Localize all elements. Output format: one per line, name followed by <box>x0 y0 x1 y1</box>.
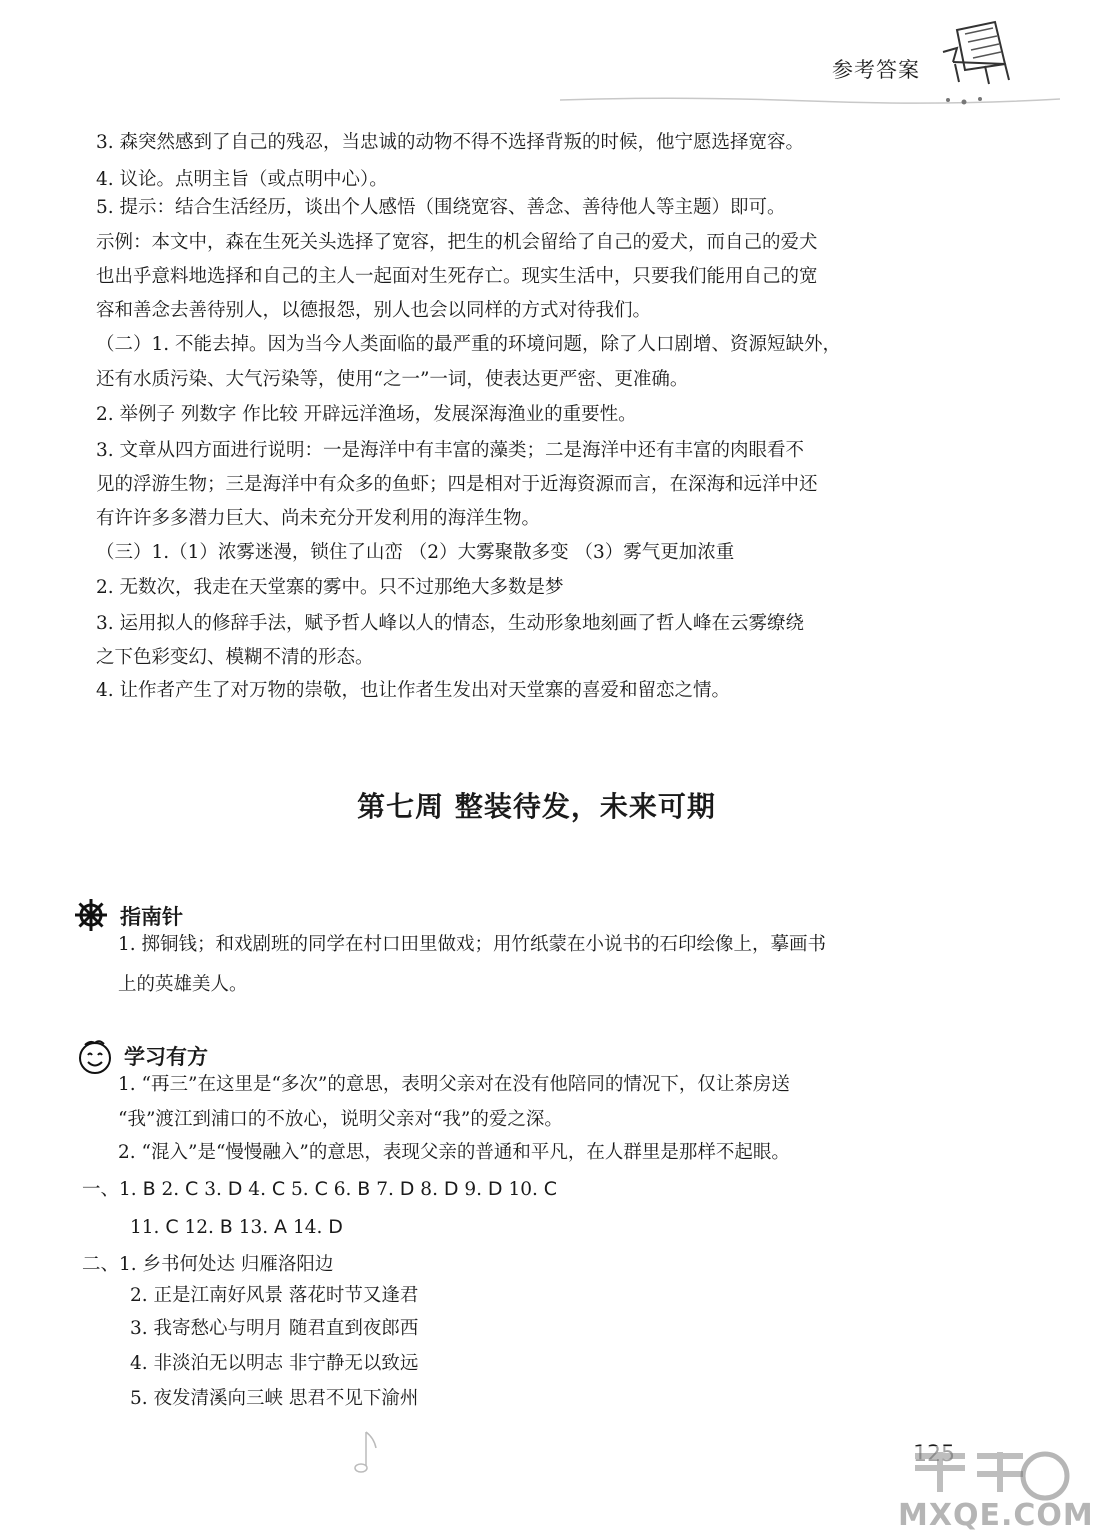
mc-question-number: 11. <box>130 1217 166 1238</box>
mc-answer: B <box>219 1216 233 1238</box>
study-line: 2. “混入”是“慢慢融入”的意思，表现父亲的普通和平凡，在人群里是那样不起眼。 <box>118 1142 790 1163</box>
answer-line: 还有水质污染、大气污染等，使用“之一”一词，使表达更严密、更准确。 <box>96 369 689 390</box>
mc-question-number: 6. <box>333 1179 358 1200</box>
section-heading-study: 学习有方 <box>124 1045 208 1069</box>
compass-line: 1. 掷铜钱；和戏剧班的同学在村口田里做戏；用竹纸蒙在小说书的石印绘像上，摹画书 <box>118 934 827 955</box>
answer-line: 2. 无数次，我走在天堂寨的雾中。只不过那绝大多数是梦 <box>96 577 564 598</box>
mc-question-number: 3. <box>204 1179 228 1200</box>
compass-line: 上的英雄美人。 <box>118 974 248 995</box>
study-line: 1. “再三”在这里是“多次”的意思，表明父亲对在没有他陪同的情况下，仅让茶房送 <box>118 1074 790 1095</box>
mc-question-number: 2. <box>161 1179 186 1200</box>
music-note-icon <box>352 1428 382 1478</box>
mc-question-number: 12. <box>184 1217 220 1238</box>
answer-line: 5. 提示：结合生活经历，谈出个人感悟（围绕宽容、善念、善待他人等主题）即可。 <box>96 197 786 218</box>
answer-line: （三）1.（1）浓雾迷漫，锁住了山峦 （2）大雾聚散多变 （3）雾气更加浓重 <box>96 542 735 563</box>
ship-wheel-icon <box>74 898 108 932</box>
poem-text: 1. 乡书何处达 归雁洛阳边 <box>119 1254 334 1275</box>
answer-line: 4. 让作者产生了对万物的崇敬，也让作者生发出对天堂寨的喜爱和留恋之情。 <box>96 680 731 701</box>
mc-answer: D <box>399 1178 415 1200</box>
answer-line: 之下色彩变幻、模糊不清的形态。 <box>96 647 374 668</box>
mc-question-number: 1. <box>119 1179 143 1200</box>
answer-line: 也出乎意料地选择和自己的主人一起面对生死存亡。现实生活中，只要我们能用自己的宽 <box>96 266 818 287</box>
answer-line: 示例：本文中，森在生死关头选择了宽容，把生的机会留给了自己的爱犬，而自己的爱犬 <box>96 232 818 253</box>
mc-answer: B <box>142 1178 156 1200</box>
poem-prefix: 二、 <box>82 1254 120 1275</box>
study-line: “我”渡江到浦口的不放心，说明父亲对“我”的爱之深。 <box>118 1109 563 1130</box>
mc-question-number: 14. <box>292 1217 329 1238</box>
week-title: 第七周 整装待发，未来可期 <box>357 790 716 823</box>
answer-line: 2. 举例子 列数字 作比较 开辟远洋渔场，发展深海渔业的重要性。 <box>96 404 637 425</box>
answer-line: 3. 文章从四方面进行说明：一是海洋中有丰富的藻类；二是海洋中还有丰富的肉眼看不 <box>96 440 805 461</box>
mc-answer: A <box>274 1216 288 1238</box>
smiley-face-icon <box>76 1038 114 1076</box>
mc-question-number: 4. <box>248 1179 272 1200</box>
section-heading-compass: 指南针 <box>120 905 183 929</box>
mc-answer: C <box>271 1178 286 1200</box>
mc-answer: D <box>227 1178 243 1200</box>
poem-item: 4. 非淡泊无以明志 非宁静无以致远 <box>130 1353 419 1374</box>
mc-row-2 <box>130 1214 343 1241</box>
mc-answer: C <box>314 1178 328 1200</box>
mc-question-number: 8. <box>420 1179 444 1200</box>
poem-item: 5. 夜发清溪向三峡 思君不见下渝州 <box>130 1388 419 1409</box>
mc-answer: D <box>328 1216 343 1238</box>
beach-chair-icon <box>935 18 1015 96</box>
poem-item: 3. 我寄愁心与明月 随君直到夜郎西 <box>130 1318 419 1339</box>
answer-line: 有许许多多潜力巨大、尚未充分开发利用的海洋生物。 <box>96 508 541 529</box>
mc-answer: C <box>543 1178 558 1200</box>
mc-answer: D <box>443 1178 459 1200</box>
mc-question-number: 5. <box>291 1179 315 1200</box>
mc-question-number: 13. <box>238 1217 275 1238</box>
answer-line: 容和善念去善待别人，以德报怨，别人也会以同样的方式对待我们。 <box>96 300 652 321</box>
header-label: 参考答案 <box>832 58 920 82</box>
poem-item <box>82 1252 333 1278</box>
answer-line: 3. 森突然感到了自己的残忍，当忠诚的动物不得不选择背叛的时候，他宁愿选择宽容。 <box>96 132 805 153</box>
mc-answer: D <box>487 1178 503 1200</box>
mc-question-number: 9. <box>464 1179 488 1200</box>
mc-answer: C <box>185 1178 199 1200</box>
mc-question-number: 7. <box>376 1179 400 1200</box>
answer-line: 4. 议论。点明主旨（或点明中心）。 <box>96 169 388 190</box>
watermark-text: MXQE.COM <box>898 1498 1094 1533</box>
poem-item: 2. 正是江南好风景 落花时节又逢君 <box>130 1285 419 1306</box>
answer-line: （二）1. 不能去掉。因为当今人类面临的最严重的环境问题，除了人口剧增、资源短缺外， <box>96 334 842 355</box>
mc-prefix: 一、 <box>82 1179 120 1200</box>
header-divider <box>560 94 1060 108</box>
answer-line: 3. 运用拟人的修辞手法，赋予哲人峰以人的情态，生动形象地刻画了哲人峰在云雾缭绕 <box>96 613 805 634</box>
mc-answer: C <box>165 1216 179 1238</box>
answer-line: 见的浮游生物；三是海洋中有众多的鱼虾；四是相对于近海资源而言，在深海和远洋中还 <box>96 474 818 495</box>
mc-row-1 <box>82 1176 557 1203</box>
mc-answer: B <box>357 1178 371 1200</box>
mc-question-number: 10. <box>508 1179 544 1200</box>
